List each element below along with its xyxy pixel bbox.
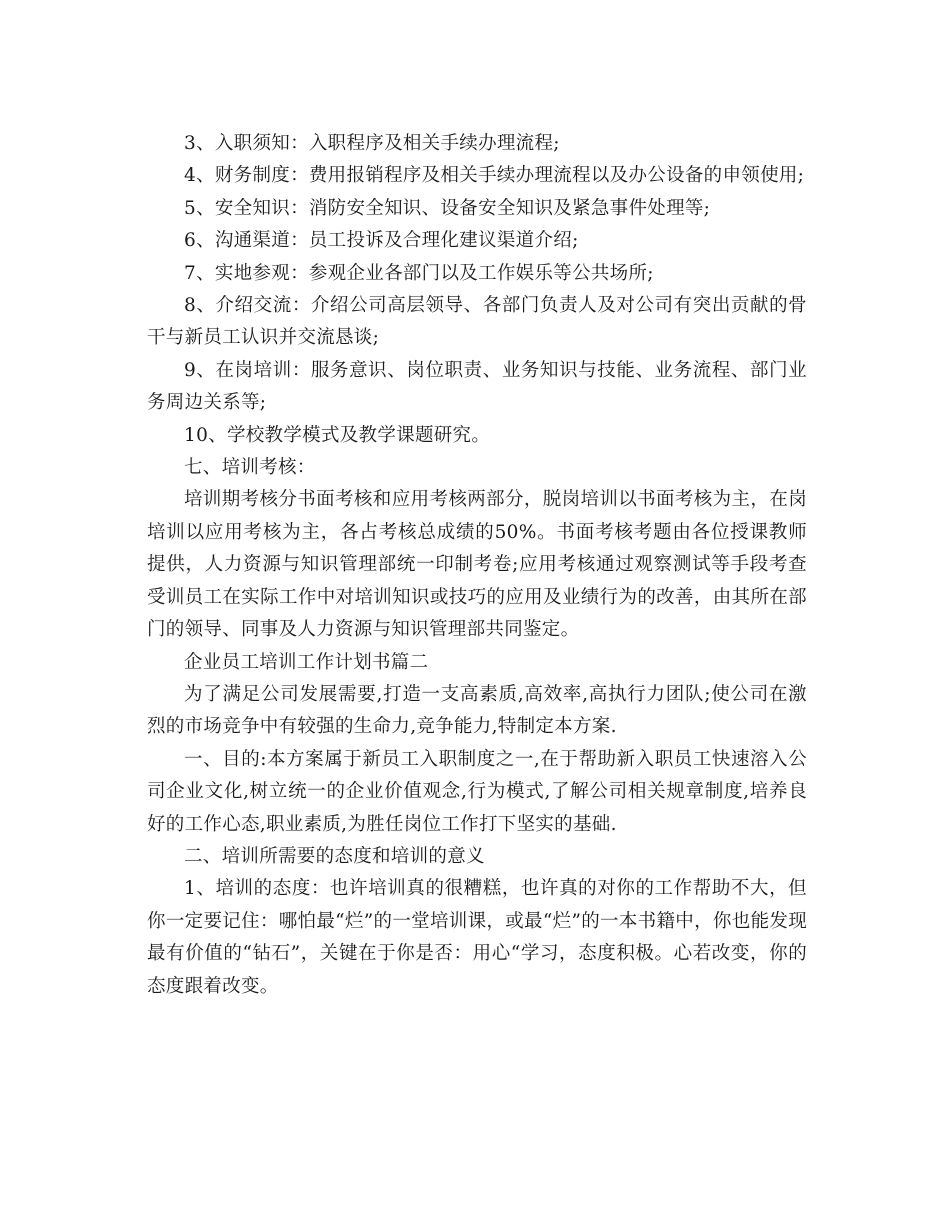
paragraph-item-10: 10、学校教学模式及教学课题研究。 [184, 424, 491, 446]
section-title-part-two: 企业员工培训工作计划书篇二 [184, 651, 429, 673]
paragraph-intro: 为了满足公司发展需要,打造一支高素质,高效率,高执行力团队;使公司在激烈的市场竞争中有较强的生命力,竞争能力,特制定本方案. [147, 683, 807, 738]
paragraph-item-3: 3、入职须知：入职程序及相关手续办理流程; [184, 133, 560, 154]
paragraph-item-6: 6、沟通渠道：员工投诉及合理化建议渠道介绍; [184, 230, 579, 252]
paragraph-assessment-body: 培训期考核分书面考核和应用考核两部分，脱岗培训以书面考核为主，在岗培训以应用考核为主，各占考核总成绩的50%。书面考核考题由各位授课教师提供，人力资源与知识管理部统一印制考卷;应用考核通过观察测试等手段考查受训员工在实际工作中对培训知识或技巧的应用及业绩行为的改善，由其所在部门的领导、同事及人力资源与知识管理部共同鉴定。 [147, 489, 807, 641]
paragraph-item-4: 4、财务制度：费用报销程序及相关手续办理流程以及办公设备的申领使用; [184, 165, 805, 187]
paragraph-item-9: 9、在岗培训：服务意识、岗位职责、业务知识与技能、业务流程、部门业务周边关系等; [147, 359, 807, 414]
section-heading-assessment: 七、培训考核： [184, 457, 316, 479]
document-body [147, 128, 807, 1003]
section-heading-attitude: 二、培训所需要的态度和培训的意义 [184, 845, 485, 867]
paragraph-attitude: 1、培训的态度：也许培训真的很糟糕，也许真的对你的工作帮助不大，但你一定要记住：哪怕最“烂”的一堂培训课，或最“烂”的一本书籍中，你也能发现最有价值的“钻石”，关键在于你是否：用心“学习，态度积极。心若改变，你的态度跟着改变。 [147, 878, 807, 997]
paragraph-purpose: 一、目的:本方案属于新员工入职制度之一,在于帮助新入职员工快速溶入公司企业文化,树立统一的企业价值观念,行为模式,了解公司相关规章制度,培养良好的工作心态,职业素质,为胜任岗位工作打下坚实的基础. [147, 748, 808, 835]
paragraph-item-7: 7、实地参观：参观企业各部门以及工作娱乐等公共场所; [184, 262, 654, 284]
paragraph-item-8: 8、介绍交流：介绍公司高层领导、各部门负责人及对公司有突出贡献的骨干与新员工认识并交流恳谈; [147, 295, 807, 349]
paragraph-item-5: 5、安全知识：消防安全知识、设备安全知识及紧急事件处理等; [184, 197, 711, 219]
